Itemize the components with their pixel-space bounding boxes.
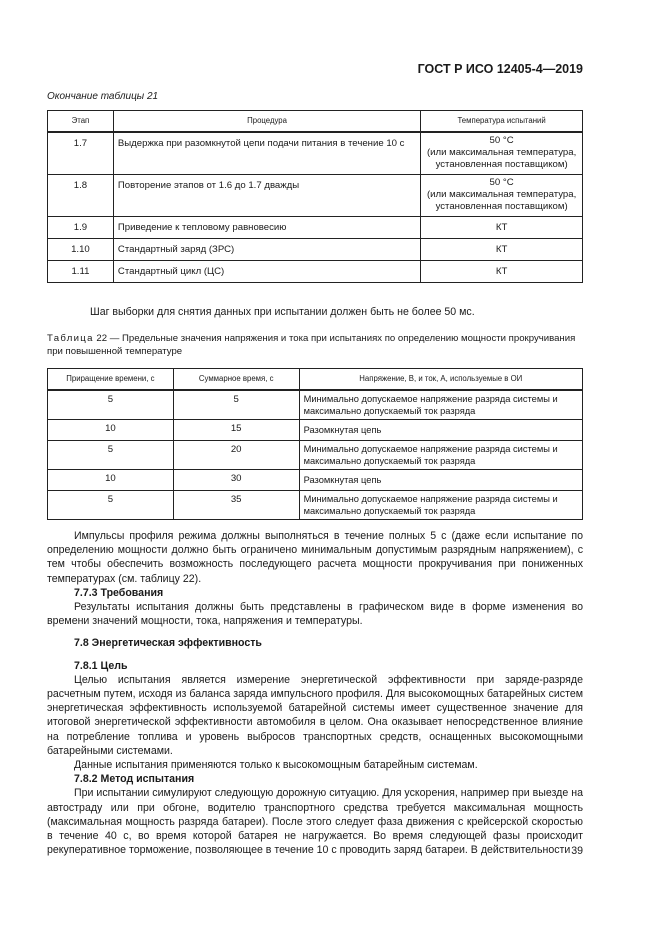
heading-7-8: 7.8 Энергетическая эффективность: [74, 637, 262, 650]
body-text: [47, 529, 583, 857]
paragraph-purpose: Целью испытания является измерение энергетической эффективности при заряде-разряде расчетным путем, исходя из баланса заряда импульсного профиля. Для высокомощных батарейных систем энергетическая эффективность используемой батарейной системы имеет существенное значение для итоговой энергетической эффективности автомобиля в целом. Она оказывает непосредственное влияние на потребление топлива и уровень выбросов транспортных средств, оснащенных высокомощными батарейными системами.: [47, 673, 583, 757]
value-cell: Минимально допускаемое напряжение разряда системы и максимально допускаемый ток разряда: [299, 491, 582, 520]
paragraph-applicability: Данные испытания применяются только к высокомощным батарейным системам.: [74, 759, 478, 772]
table-header-row: [48, 111, 583, 133]
increment-cell: 5: [48, 390, 174, 420]
header-total-time: Суммарное время, с: [173, 369, 299, 391]
value-cell: Разомкнутая цепь: [299, 420, 582, 441]
table-row: [48, 132, 583, 175]
procedure-cell: Стандартный цикл (ЦС): [113, 261, 420, 283]
total-time-cell: 5: [173, 390, 299, 420]
temperature-cell: 50 °C (или максимальная температура, установленная поставщиком): [421, 132, 583, 175]
header-stage: Этап: [48, 111, 114, 133]
increment-cell: 5: [48, 441, 174, 470]
header-temperature: Температура испытаний: [421, 111, 583, 133]
stage-cell: 1.7: [48, 132, 114, 175]
temperature-cell: 50 °C (или максимальная температура, установленная поставщиком): [421, 175, 583, 217]
total-time-cell: 20: [173, 441, 299, 470]
temperature-cell: КТ: [421, 239, 583, 261]
standard-header: ГОСТ Р ИСО 12405-4—2019: [417, 62, 583, 76]
table-21: [47, 110, 583, 283]
temperature-cell: КТ: [421, 217, 583, 239]
table-row: [48, 491, 583, 520]
table-row: [48, 261, 583, 283]
table-header-row: [48, 369, 583, 391]
sampling-note: Шаг выборки для снятия данных при испытании должен быть не более 50 мс.: [90, 306, 475, 318]
value-cell: Минимально допускаемое напряжение разряда системы и максимально допускаемый ток разряда: [299, 441, 582, 470]
stage-cell: 1.10: [48, 239, 114, 261]
value-cell: Разомкнутая цепь: [299, 470, 582, 491]
table-row: [48, 217, 583, 239]
header-voltage-current: Напряжение, В, и ток, А, используемые в ОИ: [299, 369, 582, 391]
page-number: 39: [571, 845, 583, 857]
stage-cell: 1.8: [48, 175, 114, 217]
heading-7-8-2: 7.8.2 Метод испытания: [74, 773, 195, 786]
total-time-cell: 15: [173, 420, 299, 441]
table-row: [48, 390, 583, 420]
table-row: [48, 441, 583, 470]
procedure-cell: Приведение к тепловому равновесию: [113, 217, 420, 239]
table22-title: [47, 333, 583, 358]
table-row: [48, 420, 583, 441]
procedure-cell: Выдержка при разомкнутой цепи подачи питания в течение 10 с: [113, 132, 420, 175]
procedure-cell: Стандартный заряд (ЗРС): [113, 239, 420, 261]
temperature-cell: КТ: [421, 261, 583, 283]
header-procedure: Процедура: [113, 111, 420, 133]
paragraph-method: При испытании симулируют следующую дорожную ситуацию. Для ускорения, например при выезде на автостраду или при обгоне, водителю транспортного средства требуется максимальная мощность (максимальная мощность разряда батареи). После этого следует фаза движения с крейсерской скоростью в течение 40 с, во время которой батарея не нагружается. Во время следующей фазы происходит рекуперативное торможение, позволяющее в течение 10 с проводить заряд батареи. В действительности: [47, 787, 583, 857]
total-time-cell: 30: [173, 470, 299, 491]
header-increment: Приращение времени, с: [48, 369, 174, 391]
table-22: [47, 368, 583, 520]
table21-caption: Окончание таблицы 21: [47, 91, 159, 102]
paragraph-results: Результаты испытания должны быть представлены в графическом виде в форме изменения во времени значений мощности, тока, напряжения и температуры.: [47, 601, 583, 628]
heading-7-8-1: 7.8.1 Цель: [74, 659, 128, 672]
increment-cell: 5: [48, 491, 174, 520]
stage-cell: 1.9: [48, 217, 114, 239]
table-row: [48, 470, 583, 491]
table-row: [48, 239, 583, 261]
increment-cell: 10: [48, 470, 174, 491]
table22-label: Таблица: [47, 333, 94, 344]
table-row: [48, 175, 583, 217]
procedure-cell: Повторение этапов от 1.6 до 1.7 дважды: [113, 175, 420, 217]
heading-7-7-3: 7.7.3 Требования: [74, 586, 164, 599]
total-time-cell: 35: [173, 491, 299, 520]
increment-cell: 10: [48, 420, 174, 441]
stage-cell: 1.11: [48, 261, 114, 283]
paragraph-pulses: Импульсы профиля режима должны выполняться в течение полных 5 с (даже если испытание по определению мощности должно быть ограничено минимальным допустимым разрядным напряжением), с тем чтобы обеспечить возможность последующего расчета мощности прокручивания при пониженных температурах (см. таблицу 22).: [47, 530, 583, 585]
table22-title-text: 22 — Предельные значения напряжения и тока при испытаниях по определению мощности прокручивания при повышенной температуре: [47, 333, 576, 357]
value-cell: Минимально допускаемое напряжение разряда системы и максимально допускаемый ток разряда: [299, 390, 582, 420]
